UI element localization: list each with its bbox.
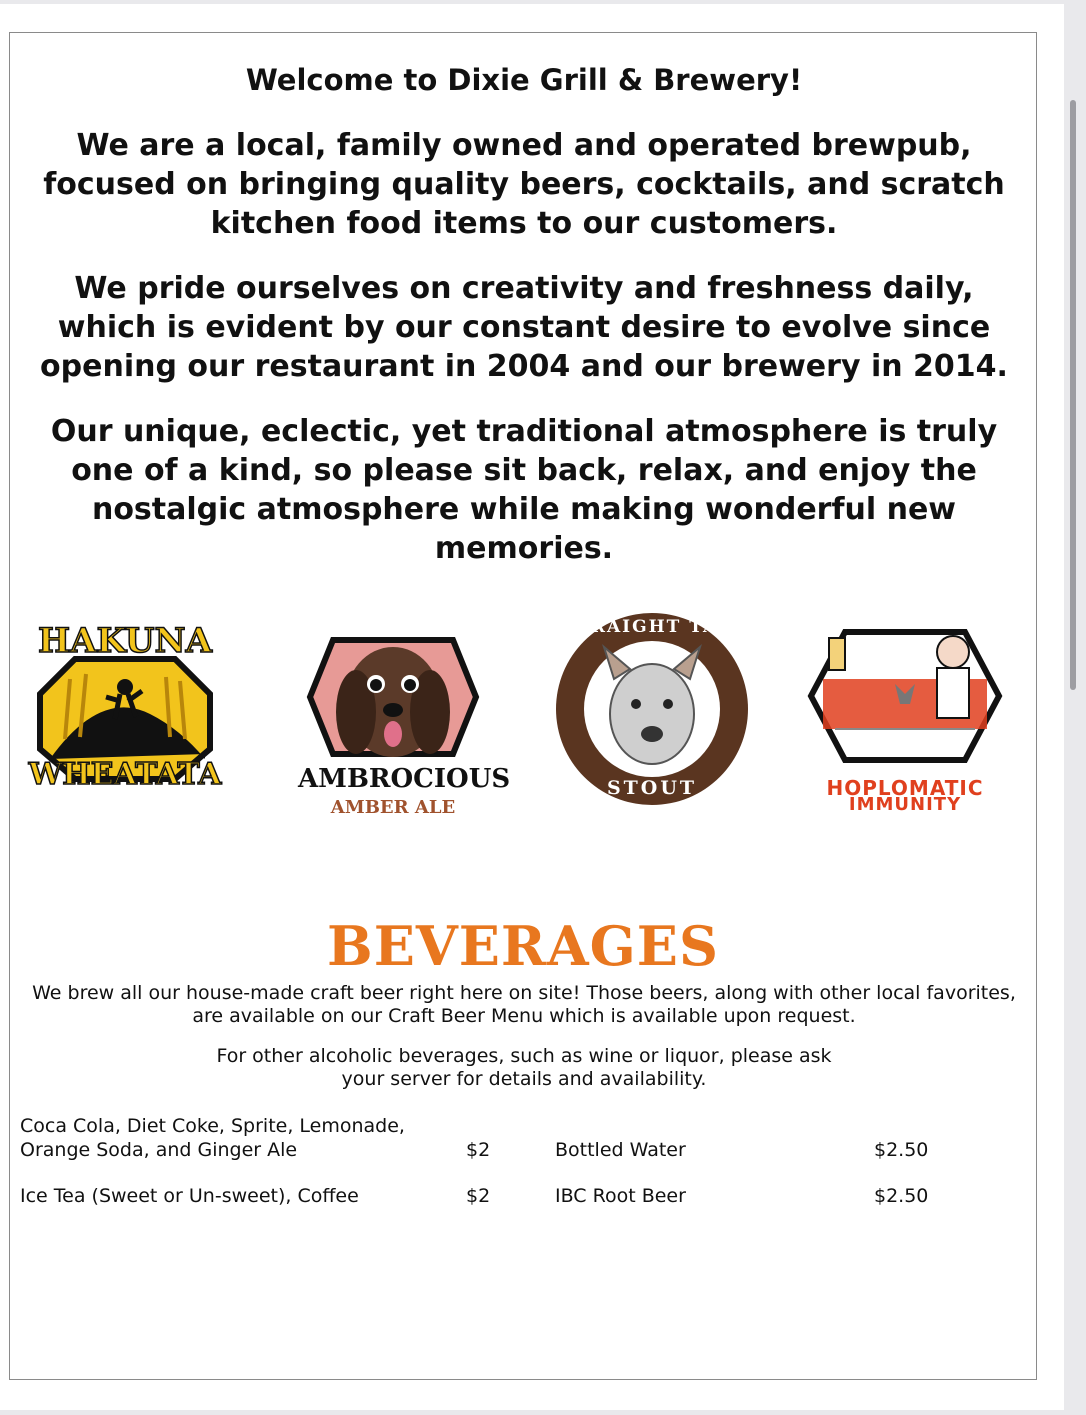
intro-paragraph-3: Our unique, eclectic, yet traditional atmosphere is truly one of a kind, so please sit back, relax, and enjoy the nostalgic atmosphere while making wonderful new memories. — [50, 414, 998, 566]
welcome-heading: Welcome to Dixie Grill & Brewery! — [245, 63, 803, 97]
straight-tail-stout-logo — [552, 609, 752, 809]
vertical-scrollbar[interactable] — [1070, 100, 1076, 690]
menu-item-root-beer: IBC Root Beer — [555, 1185, 686, 1207]
dog-portrait-icon — [298, 622, 488, 772]
hakuna-bottom-text: WHEATATA — [28, 757, 222, 792]
hoplomatic-immunity-logo — [805, 624, 1005, 819]
hakuna-wheatata-logo — [20, 619, 230, 799]
menu-page — [0, 4, 1064, 1410]
ambrocious-sub: AMBER ALE — [330, 797, 456, 818]
menu-price-root-beer: $2.50 — [874, 1185, 929, 1207]
menu-price-tea-coffee: $2 — [466, 1185, 491, 1207]
hoplomatic-line-2: IMMUNITY — [848, 794, 962, 815]
ambrocious-name: AMBROCIOUS — [298, 764, 511, 794]
menu-item-sodas-line1: Coca Cola, Diet Coke, Sprite, Lemonade, — [20, 1115, 405, 1137]
beverages-title: BEVERAGES — [327, 914, 719, 978]
menu-price-bottled-water: $2.50 — [874, 1139, 929, 1161]
hakuna-top-text: HAKUNA — [38, 621, 212, 661]
straight-tail-top-text: STRAIGHT TAIL — [561, 617, 743, 637]
intro-paragraph-1: We are a local, family owned and operated brewpub, focused on bringing quality beers, cocktails, and scratch kitchen food items to our customers. — [43, 128, 1005, 241]
menu-item-tea-coffee: Ice Tea (Sweet or Un-sweet), Coffee — [20, 1185, 359, 1207]
intro-paragraph-2: We pride ourselves on creativity and freshness daily, which is evident by our constant desire to evolve since opening our restaurant in 2004 and our brewery in 2014. — [40, 271, 1008, 384]
scientist-cat-icon — [805, 624, 1005, 774]
menu-price-sodas: $2 — [466, 1139, 491, 1161]
ambrocious-logo — [298, 622, 511, 822]
hoplomatic-line-1: HOPLOMATIC — [826, 776, 984, 800]
menu-item-bottled-water: Bottled Water — [555, 1139, 686, 1161]
menu-item-sodas — [20, 1114, 460, 1162]
beverages-intro: We brew all our house-made craft beer right here on site! Those beers, along with other local favorites, are available on our Craft Beer Menu which is available upon request. — [32, 982, 1016, 1027]
menu-item-sodas-line2: Orange Soda, and Ginger Ale — [20, 1139, 298, 1161]
straight-tail-bottom-text: STOUT — [606, 777, 698, 799]
beverages-other: For other alcoholic beverages, such as wine or liquor, please ask your server for details and availability. — [216, 1045, 832, 1090]
